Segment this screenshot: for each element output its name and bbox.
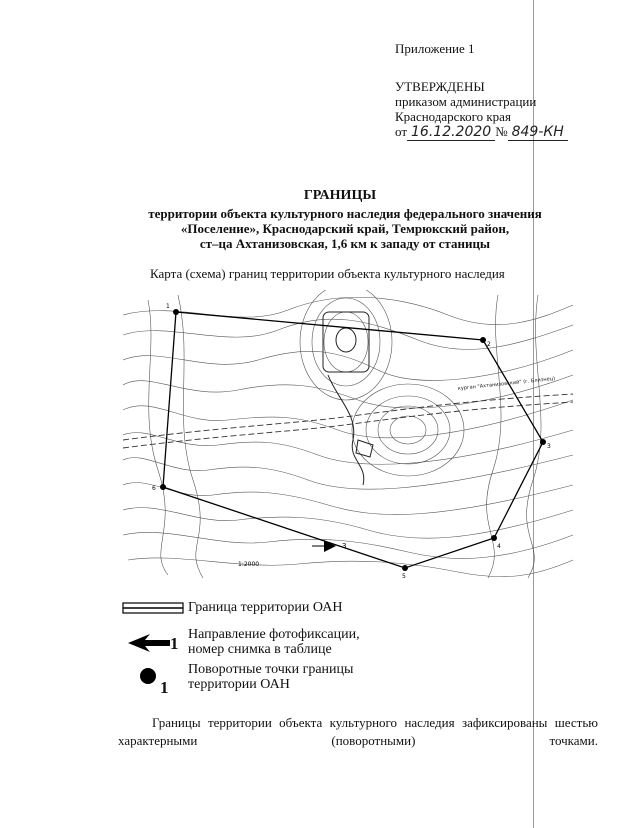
road-label: курган "Ахтанизовский" (г. Близнец) <box>457 375 556 392</box>
point-label-5: 5 <box>402 573 406 580</box>
legend-photo-line-2: номер снимка в таблице <box>188 642 332 657</box>
order-line-1: приказом администрации <box>395 94 537 109</box>
appendix-label: Приложение 1 <box>395 41 475 56</box>
turning-point-5 <box>402 565 408 571</box>
subtitle-line-2: «Поселение», Краснодарский край, Темрюкский район, <box>180 221 510 236</box>
turning-point-2 <box>480 337 486 343</box>
handwritten-date: 16.12.2020 <box>407 124 495 141</box>
map-scale: 1:2000 <box>238 561 260 568</box>
legend-photo-line-1: Направление фотофиксации, <box>188 627 360 642</box>
boundary-legend-symbol <box>122 602 184 614</box>
subtitle-line-3: ст–ца Ахтанизовская, 1,6 км к западу от станицы <box>199 236 491 251</box>
legend-photo-number: 1 <box>170 634 179 653</box>
arrow-icon <box>126 632 172 654</box>
subtitle-line-1: территории объекта культурного наследия федерального значения <box>148 206 542 221</box>
point-label-4: 4 <box>497 543 501 550</box>
legend-points-label <box>188 662 353 692</box>
topographic-map <box>118 290 578 580</box>
number-prefix: № <box>495 124 508 139</box>
point-label-2: 2 <box>487 341 491 348</box>
handwritten-number: 849-КН <box>508 124 568 141</box>
photo-arrow-number: 3 <box>342 542 347 550</box>
approved-heading: УТВЕРЖДЕНЫ <box>395 79 485 94</box>
point-label-1: 1 <box>166 303 170 310</box>
contour-lines <box>123 290 573 578</box>
turning-point-icon <box>138 666 158 686</box>
date-number-line <box>395 124 640 140</box>
date-prefix: от <box>395 124 408 139</box>
turning-point-1 <box>173 309 179 315</box>
legend-point-number: 1 <box>160 678 169 697</box>
legend-photo-label <box>188 627 360 657</box>
order-line-2: Краснодарского края <box>395 109 511 124</box>
document-title: ГРАНИЦЫ <box>303 188 377 203</box>
footer-paragraph: Границы территории объекта культурного наследия зафиксированы шестью характерными (поворотными) точками. <box>118 715 598 748</box>
point-label-6: 6 <box>152 485 156 492</box>
point-label-3: 3 <box>547 443 551 450</box>
document-subtitle <box>120 206 570 251</box>
approval-block <box>395 79 640 140</box>
road-line <box>123 394 573 448</box>
photo-arrow <box>312 540 346 552</box>
legend-boundary-label: Граница территории ОАН <box>188 600 343 615</box>
turning-point-6 <box>160 484 166 490</box>
legend-points-line-1: Поворотные точки границы <box>188 662 354 677</box>
legend-points-line-2: территории ОАН <box>188 677 290 692</box>
map-caption: Карта (схема) границ территории объекта культурного наследия <box>150 266 505 281</box>
turning-point-4 <box>491 535 497 541</box>
turning-point-3 <box>540 439 546 445</box>
